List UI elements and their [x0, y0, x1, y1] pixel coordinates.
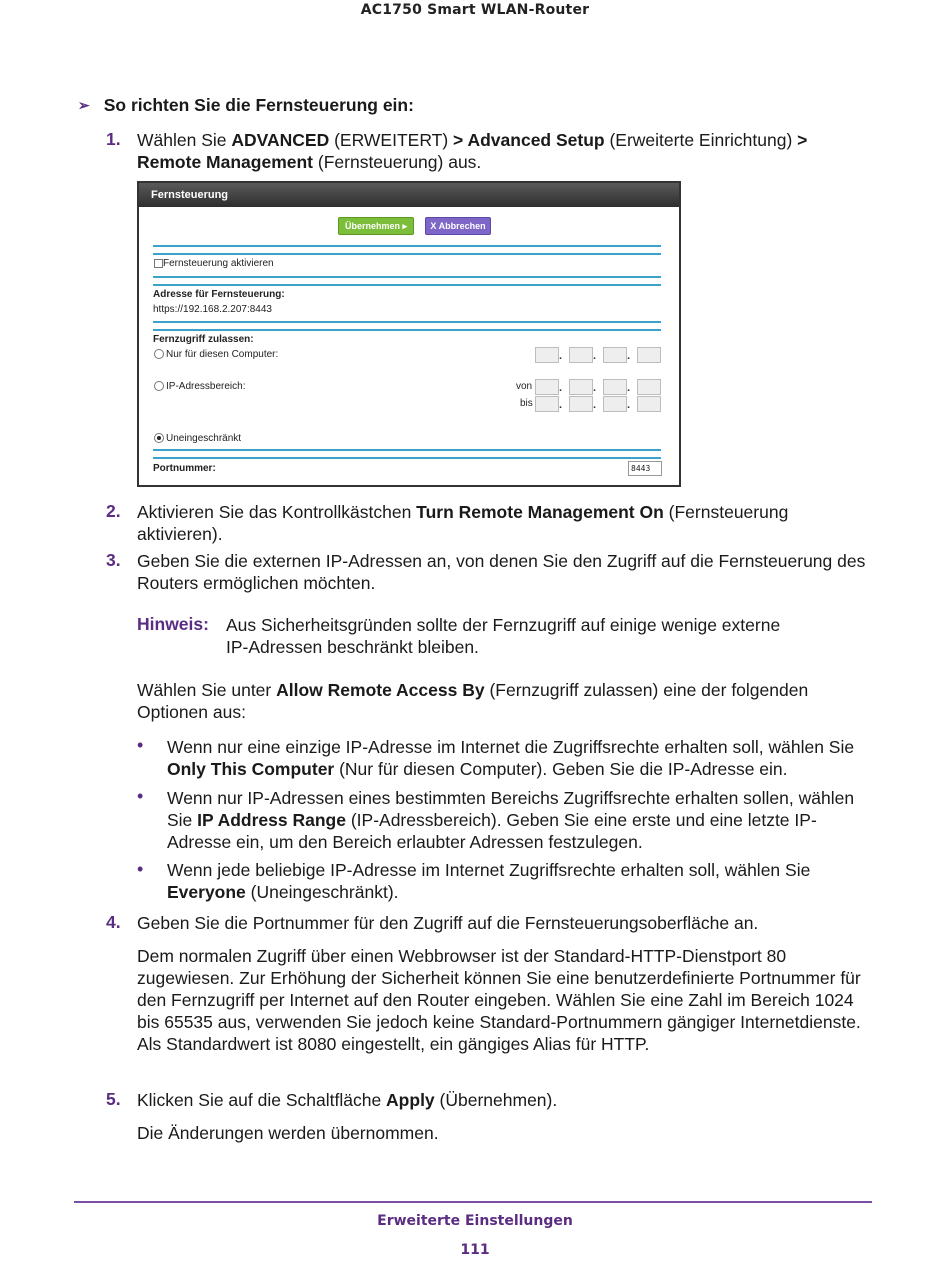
bullet-icon: •	[137, 859, 144, 879]
bullet-item: Wenn nur eine einzige IP-Adresse im Internet die Zugriffsrechte erhalten soll, wählen Sie Only This Computer (Nur für diesen Computer). Geben Sie die IP-Adresse ein.	[167, 737, 855, 779]
port-label: Portnummer:	[153, 463, 216, 474]
ip-field[interactable]	[637, 347, 661, 363]
step-2-text: Aktivieren Sie das Kontrollkästchen Turn Remote Management On (Fernsteuerung aktivieren).	[137, 502, 789, 544]
radio-ip-range[interactable]	[154, 381, 164, 391]
procedure-heading	[78, 95, 414, 116]
enable-label: Fernsteuerung aktivieren	[163, 258, 274, 269]
procedure-heading-text: So richten Sie die Fernsteuerung ein:	[103, 95, 414, 115]
step-4-text: Geben Sie die Portnummer für den Zugriff auf die Fernsteuerungsoberfläche an.	[137, 913, 759, 933]
radio-everyone[interactable]	[154, 433, 164, 443]
step-number: 4.	[106, 912, 121, 932]
bis-label: bis	[520, 398, 533, 409]
note-text: Aus Sicherheitsgründen sollte der Fernzugriff auf einige wenige externe IP-Adressen beschränkt bleiben.	[226, 615, 781, 657]
bullet-icon: •	[137, 786, 144, 806]
step-5-text: Klicken Sie auf die Schaltfläche Apply (Übernehmen).	[137, 1090, 558, 1110]
ip-field[interactable]	[569, 379, 593, 395]
page-number: 111	[460, 1242, 490, 1258]
arrow-bullet-icon: ➢	[78, 97, 90, 113]
ip-field[interactable]	[637, 379, 661, 395]
step-1-text: Wählen Sie ADVANCED (ERWEITERT) > Advanced Setup (Erweiterte Einrichtung) > Remote Management (Fernsteuerung) aus.	[137, 130, 808, 172]
step-number: 5.	[106, 1089, 121, 1109]
divider	[153, 284, 661, 286]
allow-access-paragraph: Wählen Sie unter Allow Remote Access By (Fernzugriff zulassen) eine der folgenden Optionen aus:	[137, 680, 809, 722]
bullet-item: Wenn nur IP-Adressen eines bestimmten Bereichs Zugriffsrechte erhalten sollen, wählen Sie IP Address Range (IP-Adressbereich). Geben Sie eine erste und eine letzte IP-Adresse ein, um den Bereich erlaubter Adressen festzulegen.	[167, 788, 855, 852]
bullet-icon: •	[137, 735, 144, 755]
apply-button[interactable]: Übernehmen ▸	[338, 217, 414, 235]
ip-field[interactable]	[535, 396, 559, 412]
running-header: AC1750 Smart WLAN-Router	[360, 2, 590, 18]
ip-field[interactable]	[535, 347, 559, 363]
divider	[153, 276, 661, 278]
divider	[153, 253, 661, 255]
step-number: 1.	[106, 129, 121, 149]
access-label: Fernzugriff zulassen:	[153, 334, 254, 345]
divider	[153, 245, 661, 247]
result-paragraph: Die Änderungen werden übernommen.	[137, 1123, 439, 1143]
opt-everyone-label: Uneingeschränkt	[166, 433, 242, 444]
cancel-button[interactable]: X Abbrechen	[425, 217, 491, 235]
divider	[153, 457, 661, 459]
step-3-text: Geben Sie die externen IP-Adressen an, von denen Sie den Zugriff auf die Fernsteuerung des Routers ermöglichen möchten.	[137, 551, 866, 593]
radio-only-this-computer[interactable]	[154, 349, 164, 359]
ip-field[interactable]	[569, 347, 593, 363]
bullet-item: Wenn jede beliebige IP-Adresse im Internet Zugriffsrechte erhalten soll, wählen Sie Everyone (Uneingeschränkt).	[167, 860, 811, 902]
address-value: https://192.168.2.207:8443	[153, 304, 272, 315]
opt-computer-label: Nur für diesen Computer:	[166, 349, 279, 360]
footer-rule	[74, 1201, 872, 1203]
ip-field[interactable]	[569, 396, 593, 412]
divider	[153, 321, 661, 323]
enable-checkbox[interactable]	[154, 259, 163, 268]
ip-field[interactable]	[603, 347, 627, 363]
opt-range-label: IP-Adressbereich:	[166, 381, 246, 392]
note-label: Hinweis:	[137, 614, 209, 634]
step-number: 3.	[106, 550, 121, 570]
ip-field[interactable]	[603, 379, 627, 395]
footer-section: Erweiterte Einstellungen	[377, 1213, 573, 1229]
screenshot-title: Fernsteuerung	[139, 183, 679, 207]
router-screenshot: Fernsteuerung Übernehmen ▸ X Abbrechen Fernsteuerung aktivieren Adresse für Fernsteuerung: https://192.168.2.207:8443 Fernzugriff zulassen: Nur für diesen Computer: . . . IP-Adressbereich: von . . . bis . . . Uneingeschränkt Portnummer: 8443	[137, 181, 681, 487]
von-label: von	[516, 381, 533, 392]
address-label: Adresse für Fernsteuerung:	[153, 289, 285, 300]
divider	[153, 449, 661, 451]
ip-field[interactable]	[637, 396, 661, 412]
ip-field[interactable]	[603, 396, 627, 412]
port-paragraph: Dem normalen Zugriff über einen Webbrowser ist der Standard-HTTP-Dienstport 80 zugewiesen. Zur Erhöhung der Sicherheit können Sie eine benutzerdefinierte Portnummer für den Fernzugriff per Internet auf den Router eingeben. Wählen Sie eine Zahl im Bereich 1024 bis 65535 aus, verwenden Sie jedoch keine Standard-Portnummern gängiger Internetdienste. Als Standardwert ist 8080 eingestellt, ein gängiges Alias für HTTP.	[137, 946, 861, 1054]
port-input[interactable]: 8443	[628, 461, 662, 476]
ip-field[interactable]	[535, 379, 559, 395]
step-number: 2.	[106, 501, 121, 521]
divider	[153, 329, 661, 331]
